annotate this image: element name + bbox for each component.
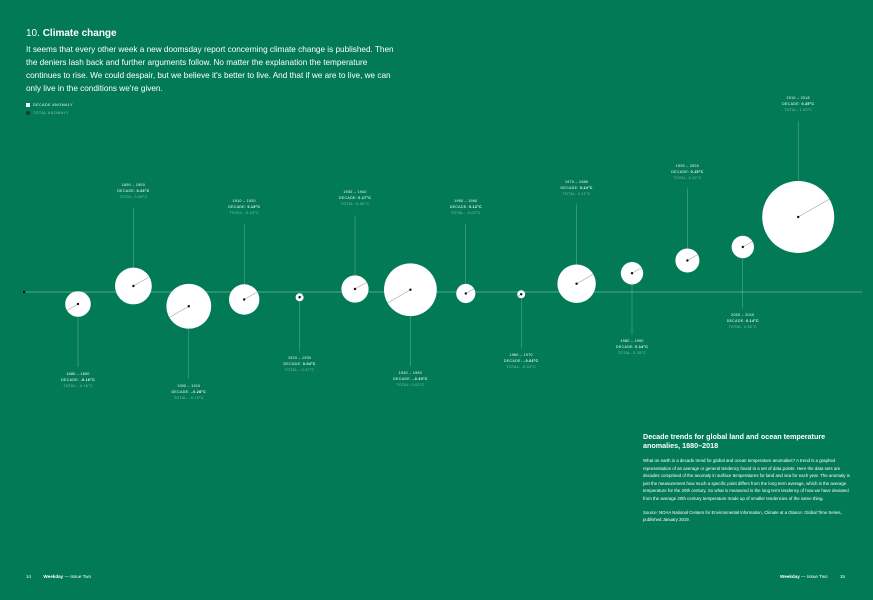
period-label: 1960 – 1970 bbox=[509, 353, 533, 358]
point-label bbox=[393, 370, 428, 388]
period-label: 1950 – 1960 bbox=[454, 198, 478, 203]
period-label: 1980 – 1990 bbox=[620, 339, 644, 344]
publication-name-right: Weekday — Issue Two bbox=[780, 574, 828, 579]
total-center-dot bbox=[575, 283, 577, 285]
period-label: 2000 – 2010 bbox=[731, 313, 755, 318]
period-label: 1910 – 1920 bbox=[232, 199, 256, 204]
period-label: 1920 – 1930 bbox=[287, 356, 312, 361]
publication-name-left: Weekday — Issue Two bbox=[43, 574, 91, 579]
period-label: 2010 – 2018 bbox=[786, 96, 810, 100]
point-label bbox=[339, 189, 371, 207]
total-value-label: TOTAL: 0.42°C bbox=[673, 175, 702, 180]
total-value-label: TOTAL: -0.19°C bbox=[173, 395, 204, 400]
decade-value-label: DECADE: 0.04°C bbox=[283, 362, 316, 367]
point-label bbox=[283, 355, 315, 373]
footer-right bbox=[780, 574, 845, 579]
total-value-label: TOTAL: 1.00°C bbox=[784, 108, 813, 112]
period-label: 1990 – 2000 bbox=[675, 163, 700, 168]
total-center-dot bbox=[797, 216, 799, 218]
total-center-dot bbox=[465, 292, 467, 294]
description-title: Decade trends for global land and ocean temperature anomalies, 1880–2018 bbox=[643, 432, 826, 450]
point-label bbox=[560, 179, 592, 197]
decade-value-label: DECADE: 0.15°C bbox=[671, 169, 704, 174]
total-value-label: TOTAL: -0.10°C bbox=[229, 211, 260, 216]
total-center-dot bbox=[132, 285, 134, 287]
section-title: Climate change bbox=[42, 28, 117, 39]
decade-value-label: DECADE: -0.16°C bbox=[61, 377, 95, 382]
page-number-right: 15 bbox=[839, 574, 845, 579]
total-center-dot bbox=[686, 259, 688, 261]
point-label bbox=[450, 198, 482, 216]
point-label bbox=[727, 312, 759, 330]
description-source: Source: NOAA National Centers for Environmental Information, Climate at a Glance: Global Time Series, published January 2019. bbox=[643, 509, 842, 523]
point-label bbox=[61, 371, 95, 389]
intro-paragraph: It seems that every other week a new doomsday report concerning climate change is published. Then the deniers lash back and further arguments follow. No matter the explanation the temperature continues to rise. We could despair, but we believe it's better to live. And that if we are to live, we can only live in the conditions we're given. bbox=[26, 45, 394, 93]
decade-value-label: DECADE: 0.24°C bbox=[560, 185, 593, 190]
point-label bbox=[671, 163, 703, 181]
period-label: 1880 – 1890 bbox=[66, 371, 90, 376]
decade-value-label: DECADE: 0.14°C bbox=[615, 345, 649, 350]
period-label: 1890 – 1900 bbox=[121, 182, 146, 187]
point-label bbox=[504, 352, 539, 370]
total-center-dot bbox=[243, 298, 245, 300]
page-number-left: 14 bbox=[26, 574, 32, 579]
decade-value-label: DECADE: –0.03°C bbox=[503, 359, 539, 364]
decade-value-label: DECADE: 0.45°C bbox=[782, 102, 815, 106]
period-label: 1900 – 1910 bbox=[177, 383, 201, 388]
total-center-dot bbox=[409, 289, 411, 291]
description-body: What on earth is a decade trend for global and ocean temperature anomalies? A trend is a graphed representation of an average or general tendency found in a set of data points. Here the data sets are decades comprised of the anomaly in surface temperatures for land and sea for each year. The anomaly is just the measurement how much a specific point differs from the long term average, which is the average temperature for the 20th century. So what is measured is the long term tendency of how we have deviated from the average 20th century temperature made up of smaller tendencies of the same thing. bbox=[643, 458, 850, 501]
total-center-dot bbox=[298, 296, 300, 298]
point-label bbox=[228, 198, 260, 216]
axis-start-dot bbox=[23, 291, 26, 294]
period-label: 1940 – 1950 bbox=[398, 371, 423, 376]
total-center-dot bbox=[520, 293, 522, 295]
period-label: 1970 – 1980 bbox=[564, 179, 589, 184]
decade-value-label: DECADE: 0.19°C bbox=[228, 205, 261, 210]
total-center-dot bbox=[631, 272, 633, 274]
footer-left bbox=[26, 574, 91, 579]
point-label bbox=[616, 338, 648, 356]
decade-value-label: DECADE: 0.23°C bbox=[117, 188, 150, 193]
point-label bbox=[782, 95, 814, 113]
period-label: 1930 – 1940 bbox=[343, 190, 367, 195]
total-center-dot bbox=[77, 303, 79, 305]
total-center-dot bbox=[354, 288, 356, 290]
total-value-label: TOTAL: -0.02°C bbox=[450, 210, 481, 215]
chart-description bbox=[643, 432, 850, 530]
legend-label-total: TOTAL ANOMALY bbox=[33, 111, 69, 115]
total-value-label: TOTAL: 0.25°C bbox=[617, 351, 647, 356]
decade-value-label: DECADE: 0.17°C bbox=[338, 196, 372, 201]
total-value-label: TOTAL: -0.03°C bbox=[506, 365, 537, 370]
decade-value-label: DECADE: 0.12°C bbox=[449, 204, 482, 209]
total-center-dot bbox=[188, 305, 190, 307]
decade-value-label: DECADE: –0.28°C bbox=[171, 389, 207, 394]
point-label bbox=[117, 182, 149, 200]
total-value-label: TOTAL: -0.16°C bbox=[63, 383, 93, 388]
total-value-label: TOTAL: -0.07°C bbox=[284, 368, 315, 373]
point-label bbox=[172, 383, 207, 401]
total-center-dot bbox=[742, 246, 744, 248]
total-value-label: TOTAL: 0.04°C bbox=[340, 202, 370, 207]
section-number: 10. bbox=[26, 28, 40, 39]
total-value-label: TOTAL: 0.11°C bbox=[562, 191, 591, 196]
legend-label-decade: DECADE ANOMALY bbox=[33, 103, 74, 107]
decade-value-label: DECADE: 0.14°C bbox=[726, 319, 759, 324]
total-value-label: TOTAL: 0.60°C bbox=[728, 325, 757, 330]
total-value-label: TOTAL: 0.08°C bbox=[119, 194, 148, 199]
total-value-label: TOTAL: 0.03°C bbox=[396, 383, 425, 388]
decade-value-label: DECADE: –0.33°C bbox=[393, 377, 428, 382]
